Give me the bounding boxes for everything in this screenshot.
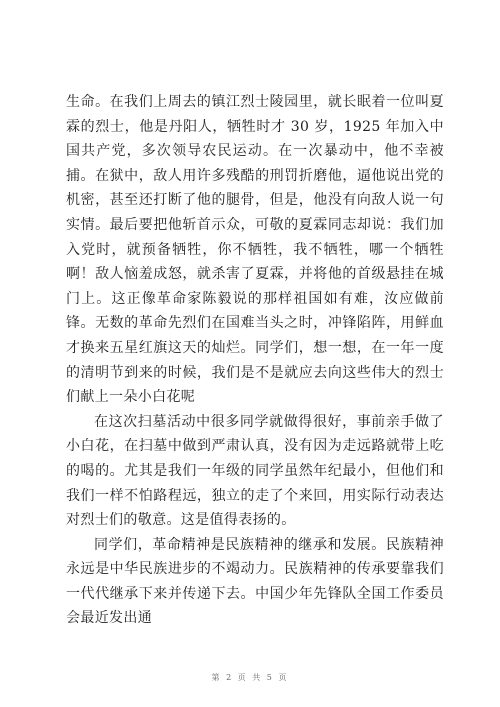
document-body	[66, 90, 444, 631]
paragraph-2: 在这次扫墓活动中很多同学就做得很好，事前亲手做了小白花，在扫墓中做到严肃认真，没有因为走远路就带上吃的喝的。尤其是我们一年级的同学虽然年纪最小，但他们和我们一样不怕路程远，独立的走了个来回，用实际行动表达对烈士们的敬意。这是值得表扬的。	[66, 413, 444, 529]
paragraph-3: 同学们，革命精神是民族精神的继承和发展。民族精神永远是中华民族进步的不竭动力。民族精神的传承要靠我们一代代继承下来并传递下去。中国少年先锋队全国工作委员会最近发出通	[66, 536, 444, 627]
page-number-footer: 第 2 页 共 5 页	[211, 673, 289, 682]
paragraph-1: 生命。在我们上周去的镇江烈士陵园里，就长眠着一位叫夏霖的烈士，他是丹阳人，牺牲时才 30 岁，1925 年加入中国共产党，多次领导农民运动。在一次暴动中，他不幸被捕。在狱中，敌人用许多残酷的刑罚折磨他，逼他说出党的机密，甚至还打断了他的腿骨，但是，他没有向敌人说一句实情。最后要把他斩首示众，可敬的夏霖同志却说：我们加入党时，就预备牺牲，你不牺牲，我不牺牲，哪一个牺牲啊！敌人恼羞成怒，就杀害了夏霖，并将他的首级悬挂在城门上。这正像革命家陈毅说的那样祖国如有难，汝应做前锋。无数的革命先烈们在国难当头之时，冲锋陷阵，用鲜血才换来五星红旗这天的灿烂。同学们，想一想，在一年一度的清明节到来的时候，我们是不是就应去向这些伟大的烈士们献上一朵小白花呢	[66, 94, 444, 406]
